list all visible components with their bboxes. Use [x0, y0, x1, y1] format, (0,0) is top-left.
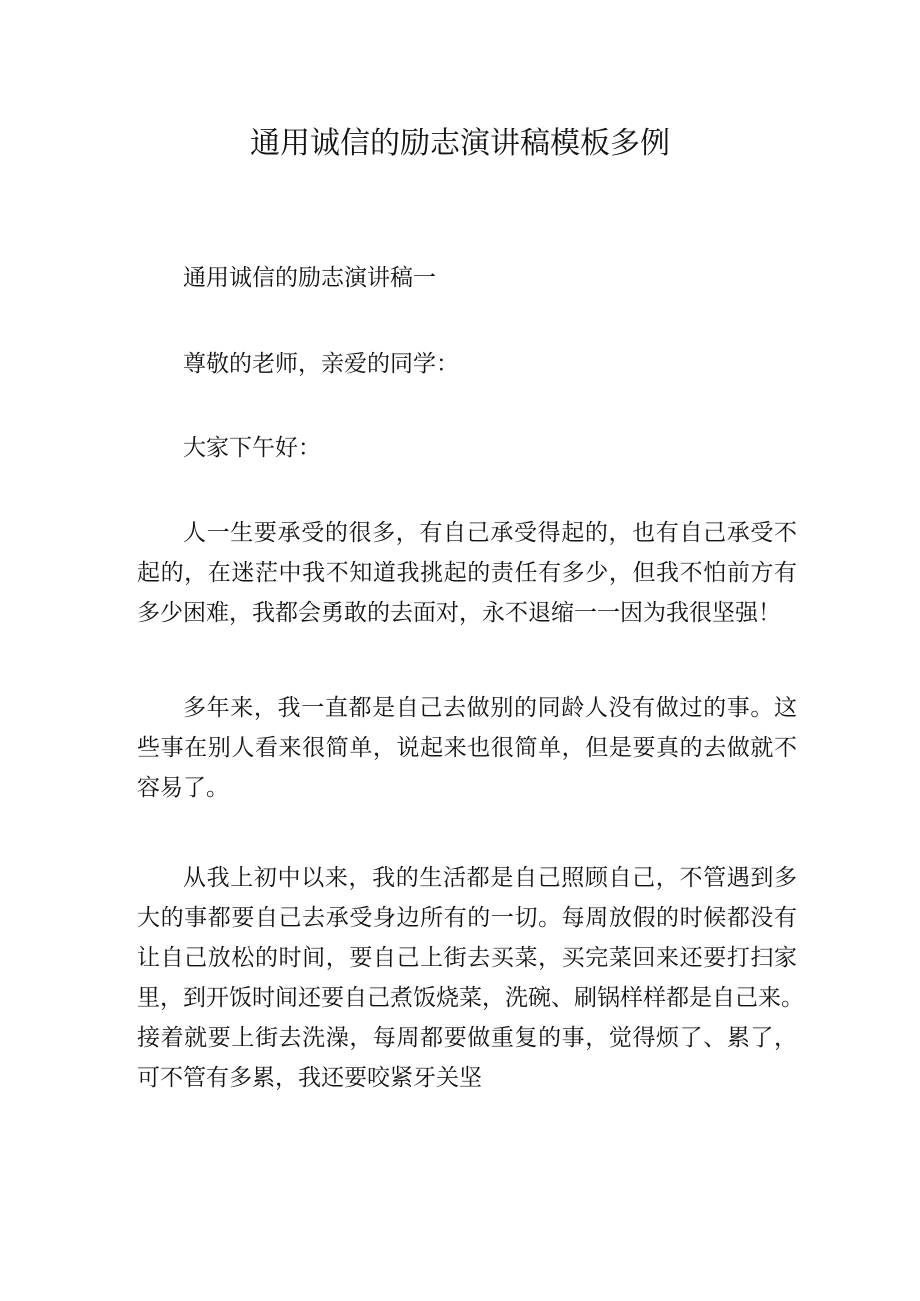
greeting: 大家下午好：: [183, 435, 321, 461]
paragraph-line: 起的，在迷茫中我不知道我挑起的责任有多少，但我不怕前方有: [137, 560, 797, 586]
document-title: 通用诚信的励志演讲稿模板多例: [250, 126, 670, 161]
body-paragraph: [137, 513, 797, 633]
body-paragraph: [137, 688, 797, 808]
paragraph-line: 里，到开饭时间还要自己煮饭烧菜，洗碗、刷锅样样都是自己来。: [137, 985, 804, 1011]
paragraph-line: 大的事都要自己去承受身边所有的一切。每周放假的时候都没有: [137, 905, 797, 931]
paragraph-line: 人一生要承受的很多，有自己承受得起的，也有自己承受不: [183, 520, 797, 546]
speech-heading: 通用诚信的励志演讲稿一: [183, 265, 436, 291]
paragraph-line: 可不管有多累，我还要咬紧牙关坚: [137, 1065, 482, 1091]
paragraph-line: 接着就要上街去洗澡，每周都要做重复的事，觉得烦了、累了，: [137, 1025, 797, 1051]
body-paragraph: [137, 858, 804, 1098]
paragraph-line: 多年来，我一直都是自己去做别的同龄人没有做过的事。这: [183, 695, 797, 721]
salutation: 尊敬的老师，亲爱的同学：: [183, 351, 459, 377]
paragraph-line: 些事在别人看来很简单，说起来也很简单，但是要真的去做就不: [137, 735, 797, 761]
paragraph-line: 从我上初中以来，我的生活都是自己照顾自己，不管遇到多: [183, 865, 797, 891]
paragraph-line: 让自己放松的时间，要自己上街去买菜，买完菜回来还要打扫家: [137, 945, 797, 971]
paragraph-line: 多少困难，我都会勇敢的去面对，永不退缩一一因为我很坚强！: [137, 600, 781, 626]
paragraph-line: 容易了。: [137, 775, 229, 801]
